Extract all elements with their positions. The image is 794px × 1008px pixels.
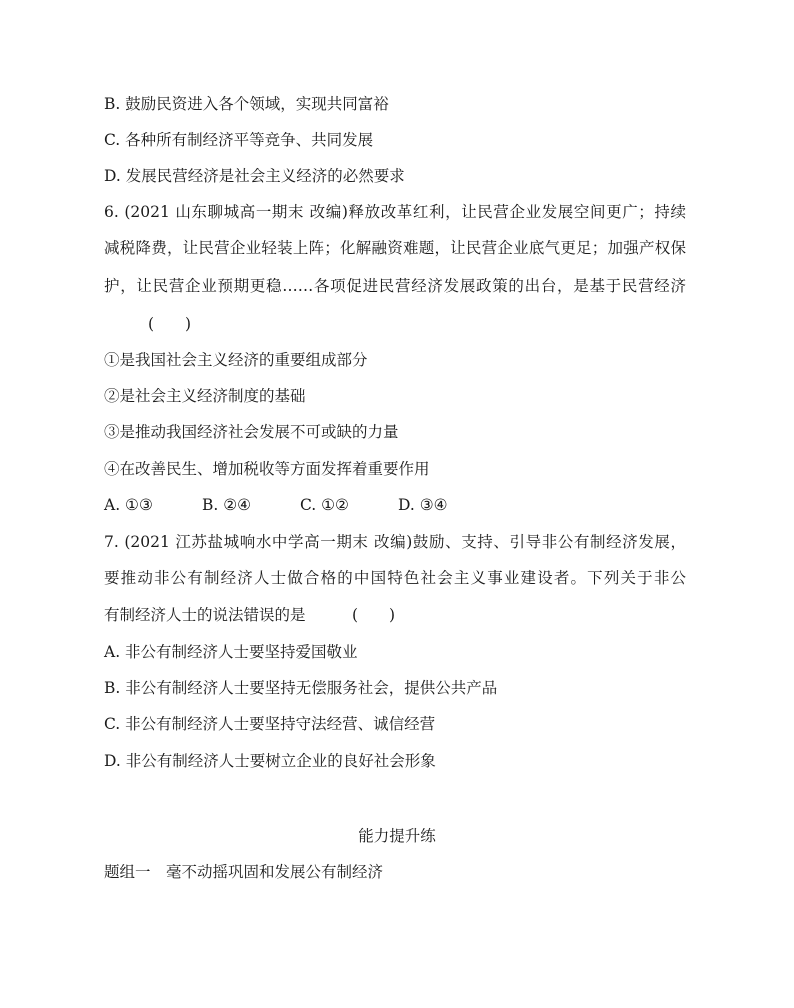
q6-statement-3: ③是推动我国经济社会发展不可或缺的力量 xyxy=(104,423,399,441)
q6-choice-b: B. ②④ xyxy=(202,496,252,514)
q6-choice-d: D. ③④ xyxy=(398,496,448,514)
q7-stem-line-3: 有制经济人士的说法错误的是 ( ) xyxy=(104,606,396,624)
question-group-label: 题组一 毫不动摇巩固和发展公有制经济 xyxy=(104,863,384,881)
q6-statement-4: ④在改善民生、增加税收等方面发挥着重要作用 xyxy=(104,460,430,478)
q7-option-b: B. 非公有制经济人士要坚持无偿服务社会，提供公共产品 xyxy=(104,679,498,697)
q6-stem-line-1: 6. (2021 山东聊城高一期末 改编)释放改革红利，让民营企业发展空间更广；持续 xyxy=(104,203,686,221)
q6-stem-line-2: 减税降费，让民营企业轻装上阵；化解融资难题，让民营企业底气更足；加强产权保 xyxy=(104,239,686,257)
q6-choice-c: C. ①② xyxy=(300,496,349,514)
q6-choices xyxy=(104,495,496,515)
q7-option-c: C. 非公有制经济人士要坚持守法经营、诚信经营 xyxy=(104,715,436,733)
q6-choice-a: A. ①③ xyxy=(104,496,153,514)
q6-statement-2: ②是社会主义经济制度的基础 xyxy=(104,387,306,405)
q5-option-b: B. 鼓励民资进入各个领域，实现共同富裕 xyxy=(104,95,389,113)
q7-option-d: D. 非公有制经济人士要树立企业的良好社会形象 xyxy=(104,752,436,770)
q6-stem-line-3: 护，让民营企业预期更稳……各项促进民营经济发展政策的出台，是基于民营经济 xyxy=(104,277,686,295)
q5-option-d: D. 发展民营经济是社会主义经济的必然要求 xyxy=(104,167,405,185)
q7-option-a: A. 非公有制经济人士要坚持爱国敬业 xyxy=(104,643,358,661)
section-title: 能力提升练 xyxy=(358,827,436,845)
q6-statement-1: ①是我国社会主义经济的重要组成部分 xyxy=(104,351,368,369)
q5-option-c: C. 各种所有制经济平等竞争、共同发展 xyxy=(104,131,374,149)
q6-answer-blank: ( ) xyxy=(148,315,192,333)
q7-stem-line-2: 要推动非公有制经济人士做合格的中国特色社会主义事业建设者。下列关于非公 xyxy=(104,569,686,587)
q7-stem-line-1: 7. (2021 江苏盐城响水中学高一期末 改编)鼓励、支持、引导非公有制经济发展， xyxy=(104,533,686,551)
